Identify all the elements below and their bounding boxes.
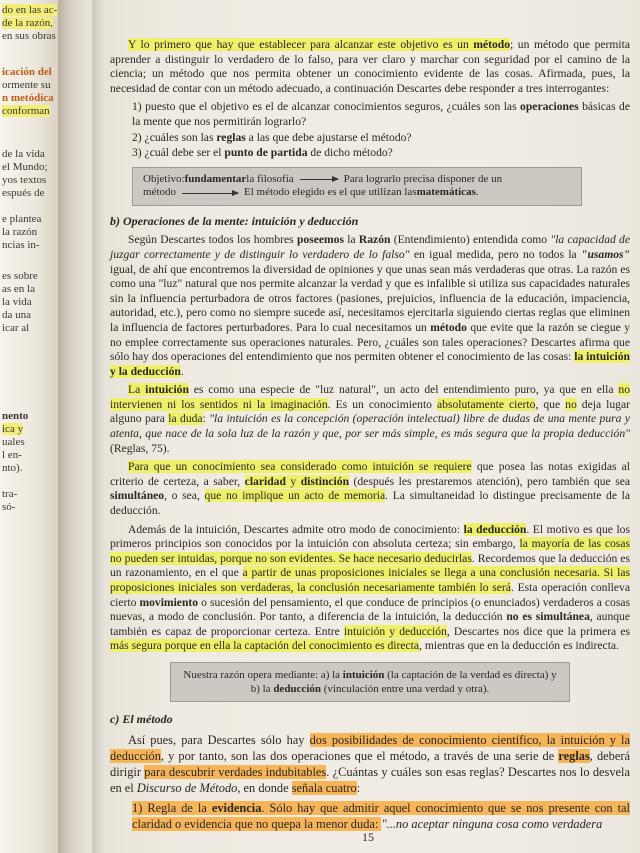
left-page-line: do en las ac- bbox=[2, 4, 58, 16]
box-row-1 bbox=[143, 173, 571, 187]
text-span: que posea las notas exigidas al criterio de certeza, a saber, bbox=[110, 460, 630, 488]
text-span: la filosofía bbox=[246, 172, 294, 185]
text-span: (la captación de la verdad es directa) y b) la bbox=[250, 668, 557, 695]
text-span: . El motivo es que los primeros principios son conocidos por la intuición con absoluta certeza; sin embargo, bbox=[110, 522, 630, 551]
term: distinción bbox=[300, 474, 350, 488]
summary-box-reason bbox=[170, 662, 570, 702]
left-page-line: só- bbox=[2, 501, 16, 513]
text-span: (después les prestaremos atención), pero también que sea bbox=[349, 474, 630, 488]
highlight-orange: señala cuatro bbox=[291, 780, 357, 795]
spine-shadow bbox=[92, 0, 104, 853]
paragraph-intuition bbox=[110, 383, 630, 456]
paragraph-reason bbox=[110, 233, 630, 379]
term: matemáticas bbox=[416, 186, 476, 199]
text-span: , mientras que en la deducción es indirecta. bbox=[419, 639, 619, 653]
term: método bbox=[430, 320, 467, 334]
text-span: 3) ¿cuál debe ser el bbox=[132, 146, 225, 160]
text-span: , y por tanto, son las dos operaciones que el método, a través de una serie de bbox=[160, 748, 559, 763]
highlight-orange: 1) Regla de la bbox=[132, 800, 212, 815]
text-span: (Entendimiento) entendida como bbox=[390, 233, 551, 247]
term: "usamos" bbox=[581, 247, 630, 261]
text-span: igual, de ahí que encontremos la diversidad de opiniones y que unas sean más verdaderas que otras. La razón es como una "luz" natural que nos permite alcanzar la verdad y que es infalible si utiliza sus capacidades naturales sin la influencia perturbadora de otros factores (pasiones, prejuicios, influencia de la educación, impaciencia, autoridad, etc.), pero como no siempre sucede así, necesitamos ejercitarla siguiendo ciertas reglas que eliminen la influencia de factores perturbadores. Para lo cual necesitamos un bbox=[110, 262, 630, 334]
term: intuición bbox=[342, 668, 385, 681]
text-span: , o sea, bbox=[164, 489, 205, 503]
page-number: 15 bbox=[362, 830, 374, 844]
term: reglas bbox=[216, 130, 246, 144]
left-page-line: icación del bbox=[2, 66, 52, 78]
text-span: (vinculación entre una verdad y otra). bbox=[321, 682, 490, 695]
left-page-line: de la vida bbox=[2, 148, 45, 160]
text-span: . La simultaneidad lo distingue precisamente de la deducción. bbox=[110, 489, 631, 518]
book-gutter bbox=[58, 0, 92, 853]
text-span: La bbox=[128, 383, 146, 397]
summary-box-objective bbox=[132, 167, 582, 206]
section-heading-c: c) El método bbox=[110, 711, 173, 726]
left-page-line: es sobre bbox=[2, 270, 38, 282]
left-page-line: la vida bbox=[2, 296, 32, 308]
highlight: no intervienen ni los sentidos ni la imaginación bbox=[110, 383, 630, 411]
left-page-line: el Mundo; bbox=[2, 161, 48, 173]
left-page-line: de la razón, bbox=[2, 17, 53, 29]
text-span: : bbox=[202, 412, 210, 426]
term: reglas bbox=[558, 748, 590, 763]
text-span: ; un método que permita aprender a distinguir lo verdadero de lo falso, para ver claro y marchar con seguridad por el camino de la ciencia; un método que nos permita obtener un conocimiento evidente de las cosas. Afirmada, pues, la necesidad de contar con un método adecuado, a continuación Descartes debe responder a tres interrogantes: bbox=[110, 38, 631, 95]
quote: "la capacidad de juzgar correctamente y de distinguir lo verdadero de lo falso" bbox=[110, 233, 631, 261]
section-heading-b: b) Operaciones de la mente: intuición y deducción bbox=[110, 213, 359, 228]
quote: "...no aceptar ninguna cosa como verdadera bbox=[381, 816, 603, 831]
paragraph-intuition-requirements bbox=[110, 460, 630, 518]
text-span: Objetivo: bbox=[143, 172, 185, 185]
text-span: de dicho método? bbox=[307, 146, 393, 160]
left-page-line: la razón bbox=[2, 226, 38, 238]
left-page-line: en sus obras bbox=[2, 30, 56, 42]
term: no es simultánea bbox=[506, 610, 590, 624]
term: deducción bbox=[273, 682, 321, 695]
left-page-line: uales bbox=[2, 436, 25, 448]
rule-1 bbox=[132, 800, 630, 832]
highlight: y bbox=[285, 474, 301, 488]
text-span: 1) puesto que el objetivo es el de alcanzar conocimientos seguros, ¿cuáles son las bbox=[132, 100, 521, 114]
highlight: Para que un conocimiento sea considerado como intuición se requiere bbox=[128, 460, 472, 474]
term: movimiento bbox=[139, 595, 199, 609]
arrow-right-icon bbox=[300, 179, 338, 180]
highlight: la duda bbox=[168, 412, 203, 426]
left-page-line: tra- bbox=[2, 488, 18, 500]
left-page-line: ncias in- bbox=[2, 239, 40, 251]
highlight: la mayoría de las cosas no pueden ser intuidas, porque no son evidentes. Se hace necesario deducirlas bbox=[110, 537, 630, 565]
text-span: . Esta operación conlleva cierto bbox=[110, 581, 630, 609]
left-page-line: n metódica bbox=[2, 92, 54, 104]
left-page-line: ica y bbox=[2, 423, 24, 435]
left-page-line: nto). bbox=[2, 462, 23, 474]
left-page-line: e plantea bbox=[2, 213, 42, 225]
left-page-line: yos textos bbox=[2, 174, 47, 186]
quote: "la intuición es la concepción (operación intelectual) libre de dudas de una mente pura y atenta, que nace de la sola luz de la razón y que, por ser más simple, es más segura que la propia deducción" bbox=[110, 412, 630, 441]
text-span: . bbox=[475, 186, 479, 199]
arrow-right-icon bbox=[182, 193, 238, 194]
text-span: deja lugar alguno para bbox=[110, 397, 630, 426]
text-span: la bbox=[343, 233, 359, 247]
term: intuición bbox=[145, 383, 189, 397]
text-span: 2) ¿cuáles son las bbox=[132, 130, 217, 144]
text-span: a las que debe ajustarse el método? bbox=[245, 130, 412, 144]
text-span: Y lo primero que hay que establecer para alcanzar este objetivo es un bbox=[128, 38, 474, 51]
text-span: El método elegido es el que utilizan las bbox=[244, 186, 417, 199]
text-span: , deberá dirigir bbox=[110, 748, 630, 779]
term: punto de partida bbox=[224, 146, 308, 160]
highlight-orange: para descubrir verdades indubitables bbox=[144, 764, 327, 779]
term: evidencia bbox=[211, 800, 262, 815]
term: poseemos bbox=[296, 233, 344, 247]
text-span: , Descartes nos dice que la primera es bbox=[446, 624, 630, 638]
left-page-line: as en la bbox=[2, 283, 35, 295]
question-2 bbox=[132, 131, 630, 146]
highlight: intuición y deducción bbox=[343, 624, 447, 638]
left-page-line: conforman bbox=[2, 105, 50, 117]
text-span: . bbox=[180, 364, 184, 378]
highlight: más segura porque en ella la captación del conocimiento es directa bbox=[110, 639, 420, 653]
paragraph-deduction bbox=[110, 523, 630, 654]
highlight: absolutamente cierto bbox=[437, 397, 536, 411]
text-span: básicas de la mente que nos permitirán lograrlo? bbox=[132, 100, 630, 128]
text-span: Según Descartes todos los hombres bbox=[128, 233, 297, 247]
text-span: Así pues, para Descartes sólo hay bbox=[128, 732, 310, 747]
highlight: que no implique un acto de memoria bbox=[204, 489, 386, 503]
highlight: no bbox=[565, 397, 577, 411]
text-span: Para lograrlo precisa disponer de un bbox=[343, 172, 503, 185]
question-1 bbox=[132, 100, 630, 129]
book-page bbox=[92, 0, 640, 853]
paragraph-method bbox=[110, 732, 630, 796]
text-span: en igual medida, pero no todos la bbox=[409, 247, 582, 261]
text-span: , en donde bbox=[237, 780, 292, 795]
term: la deducción bbox=[463, 522, 527, 536]
box-row-2 bbox=[143, 186, 571, 200]
text-span: Además de la intuición, Descartes admite otro modo de conocimiento: bbox=[128, 522, 464, 536]
text-span: . Recordemos que la deducción es un razonamiento, en el que bbox=[110, 551, 630, 580]
term: operaciones bbox=[520, 100, 579, 114]
left-page-line: l en- bbox=[2, 449, 22, 461]
highlight-orange: . Sólo hay que admitir aquel conocimiento que se nos presente con tal claridad o evidencia que no quepa la menor duda: bbox=[132, 800, 630, 831]
text-span: que evite que la razón se ciegue y no emplee correctamente sus operaciones naturales. Pero, ¿cuáles son tales operaciones? Descartes afirma que sólo hay dos operaciones del entendimiento que nos permiten obtener el conocimiento de las cosas: bbox=[110, 320, 630, 364]
text-span: , aunque también es capaz de proporcionar certeza. Entre bbox=[110, 610, 631, 638]
text-span: o sucesión del pensamiento, el que conduce de principios (o enunciados) verdaderos a cosas nuevas, a modo de conclusión. Por tanto, a diferencia de la intuición, la deducción bbox=[110, 595, 631, 624]
term: Razón bbox=[358, 233, 391, 247]
term-metodo: método bbox=[473, 38, 511, 51]
highlight: a partir de unas proposiciones iniciales se llega a una conclusión necesaria. Si las proposiciones iniciales son verdaderas, la conclusión necesariamente también lo será bbox=[110, 566, 630, 594]
term-highlight: la intuición y la deducción bbox=[110, 350, 630, 378]
highlight-orange: dos posibilidades de conocimiento científico, la intuición y la deducción bbox=[110, 732, 630, 763]
paragraph-method-intro bbox=[110, 38, 630, 96]
question-list bbox=[132, 100, 630, 160]
text-span: método bbox=[143, 186, 176, 199]
left-page-line: da una bbox=[2, 309, 32, 321]
text-span: es como una especie de "luz natural", un acto del entendimiento puro, ya que en ella bbox=[188, 383, 619, 397]
question-3 bbox=[132, 146, 630, 161]
book-title: Discurso de Método bbox=[136, 780, 238, 795]
text-span: . Es un conocimiento bbox=[327, 397, 438, 411]
text-span: . ¿Cuántas y cuáles son esas reglas? Descartes nos lo desvela en el bbox=[110, 764, 630, 795]
term: fundamentar bbox=[184, 172, 247, 185]
left-page-line: icar al bbox=[2, 322, 30, 334]
term: simultáneo bbox=[110, 489, 165, 503]
left-page-line: espués de bbox=[2, 187, 45, 199]
text-span: , que bbox=[535, 397, 566, 411]
page-content bbox=[110, 38, 630, 836]
term: claridad bbox=[244, 474, 286, 488]
previous-page-edge bbox=[0, 0, 58, 853]
left-page-line: nento bbox=[2, 410, 29, 422]
text-span: Nuestra razón opera mediante: a) la bbox=[183, 668, 343, 681]
text-span: (Reglas, 75). bbox=[110, 441, 170, 455]
text-span: : bbox=[356, 780, 361, 795]
left-page-line: ormente su bbox=[2, 79, 51, 91]
